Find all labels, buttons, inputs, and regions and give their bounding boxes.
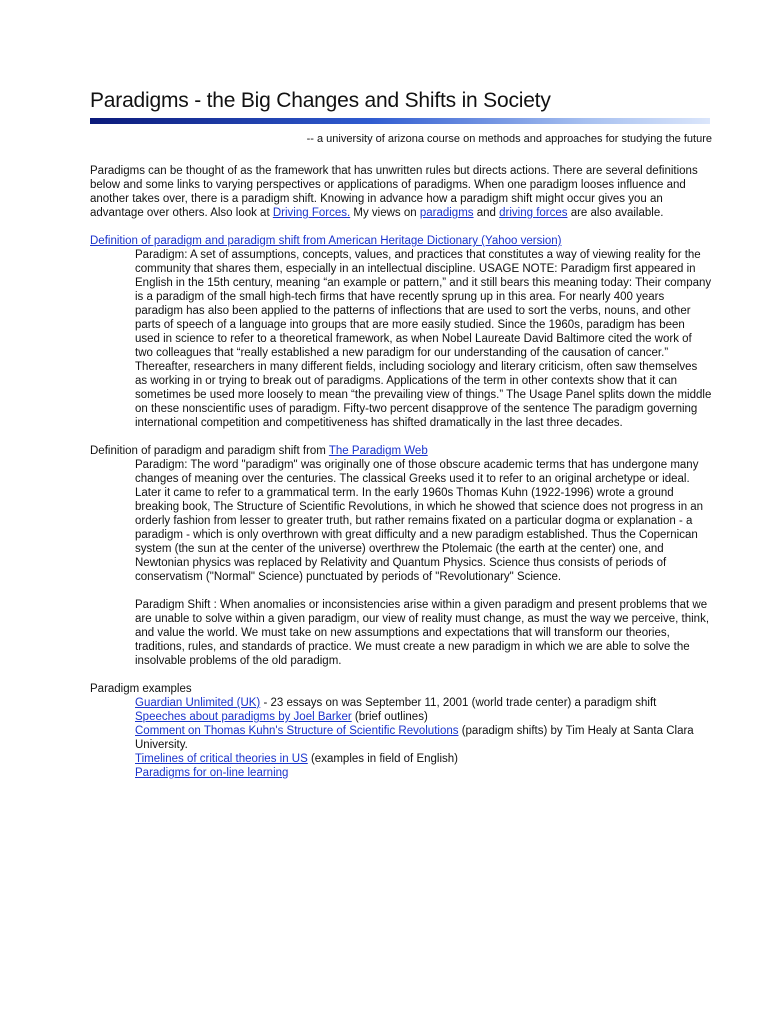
kuhn-comment-link[interactable]: Comment on Thomas Kuhn's Structure of Scientific Revolutions	[135, 725, 459, 737]
example-description: (paradigm shifts) by Tim Healy at Santa Clara University.	[135, 725, 694, 751]
page-subtitle: -- a university of arizona course on methods and approaches for studying the future	[306, 133, 712, 145]
examples-section	[90, 682, 712, 780]
page-title: Paradigms - the Big Changes and Shifts in Society	[90, 89, 551, 112]
intro-text-2: My views on	[350, 207, 420, 219]
paradigms-link[interactable]: paradigms	[419, 207, 474, 219]
examples-list	[90, 696, 712, 780]
intro-paragraph	[90, 164, 712, 220]
joel-barker-speeches-link[interactable]: Speeches about paradigms by Joel Barker	[135, 711, 352, 723]
driving-forces-link[interactable]: Driving Forces.	[272, 207, 351, 219]
intro-text-4: are also available.	[567, 207, 664, 219]
list-item	[135, 696, 712, 710]
example-description: (examples in field of English)	[307, 753, 458, 765]
paradigm-shift-definition: Paradigm Shift : When anomalies or inconsistencies arise within a given paradigm and present problems that we are unable to solve within a given paradigm, our view of reality must change, as must the way we perceive, think, and value the world. We must take on new assumptions and expectations that will transform our theories, traditions, rules, and standards of practice. We must create a new paradigm in which we are able to solve the insolvable problems of the old paradigm.	[135, 599, 710, 667]
example-description: - 23 essays on was September 11, 2001 (world trade center) a paradigm shift	[260, 697, 657, 709]
paradigm-web-link[interactable]: The Paradigm Web	[328, 445, 428, 457]
list-item	[135, 752, 712, 766]
driving-forces-views-link[interactable]: driving forces	[499, 207, 568, 219]
list-item	[135, 710, 712, 724]
paradigm-web-section	[90, 444, 712, 668]
list-item	[135, 724, 712, 752]
intro-text-1: Paradigms can be thought of as the framework that has unwritten rules but directs actions. There are several definitions below and some links to varying perspectives or applications of paradigms. When one paradigm looses influence and another takes over, there is a paradigm shift. Knowing in advance how a paradigm shift might occur gives you an advantage over others. Also look at	[90, 165, 698, 219]
ahd-definition-section	[90, 234, 712, 430]
paradigm-web-body-1: Paradigm: The word "paradigm" was originally one of those obscure academic terms that has undergone many changes of meaning over the centuries. The classical Greeks used it to refer to an original archetype or ideal. Later it came to refer to a grammatical term. In the early 1960s Thomas Kuhn (1922-1996) wrote a ground breaking book, The Structure of Scientific Revolutions, in which he showed that science does not progress in an orderly fashion from lesser to greater truth, but rather remains fixated on a particular dogma or explanation - a paradigm - which is only overthrown with great difficulty and a new paradigm established. Thus the Copernican system (the sun at the center of the universe) overthrew the Ptolemaic (the earth at the center) one, and Newtonian physics was replaced by Relativity and Quantum Physics. Science thus consists of periods of conservatism ("Normal" Science) punctuated by periods of "Revolutionary" Science.	[135, 459, 704, 583]
list-item	[135, 766, 712, 780]
ahd-definition-link[interactable]: Definition of paradigm and paradigm shift from American Heritage Dictionary (Yahoo version)	[90, 235, 562, 247]
examples-heading: Paradigm examples	[90, 683, 192, 695]
ahd-definition-body: Paradigm: A set of assumptions, concepts, values, and practices that constitutes a way of viewing reality for the community that shares them, especially in an intellectual discipline. USAGE NOTE: Paradigm first appeared in English in the 15th century, meaning “an example or pattern,” and it still bears this meaning today: Their company is a paradigm of the small high-tech firms that have recently sprung up in this area. For nearly 400 years paradigm has also been applied to the patterns of inflections that are used to sort the verbs, nouns, and other parts of speech of a language into groups that are more easily studied. Since the 1960s, paradigm has been used in science to refer to a theoretical framework, as when Nobel Laureate David Baltimore cited the work of two colleagues that “really established a new paradigm for our understanding of the causation of cancer.” Thereafter, researchers in many different fields, including sociology and literary criticism, often saw themselves as working in or trying to break out of paradigms. Applications of the term in other contexts show that it can sometimes be used more loosely to mean “the prevailing view of things.” The Usage Panel splits down the middle on these nonscientific uses of paradigm. Fifty-two percent disapprove of the sentence The paradigm governing international competition and competitiveness has shifted dramatically in the last three decades.	[135, 249, 712, 429]
title-gradient-rule	[90, 118, 710, 124]
document-page	[90, 88, 712, 780]
critical-theories-timeline-link[interactable]: Timelines of critical theories in US	[135, 753, 308, 765]
guardian-unlimited-link[interactable]: Guardian Unlimited (UK)	[135, 697, 261, 709]
intro-text-3: and	[473, 207, 500, 219]
online-learning-paradigms-link[interactable]: Paradigms for on-line learning	[135, 767, 289, 779]
example-description: (brief outlines)	[351, 711, 428, 723]
paradigm-web-heading: Definition of paradigm and paradigm shift from	[90, 445, 329, 457]
